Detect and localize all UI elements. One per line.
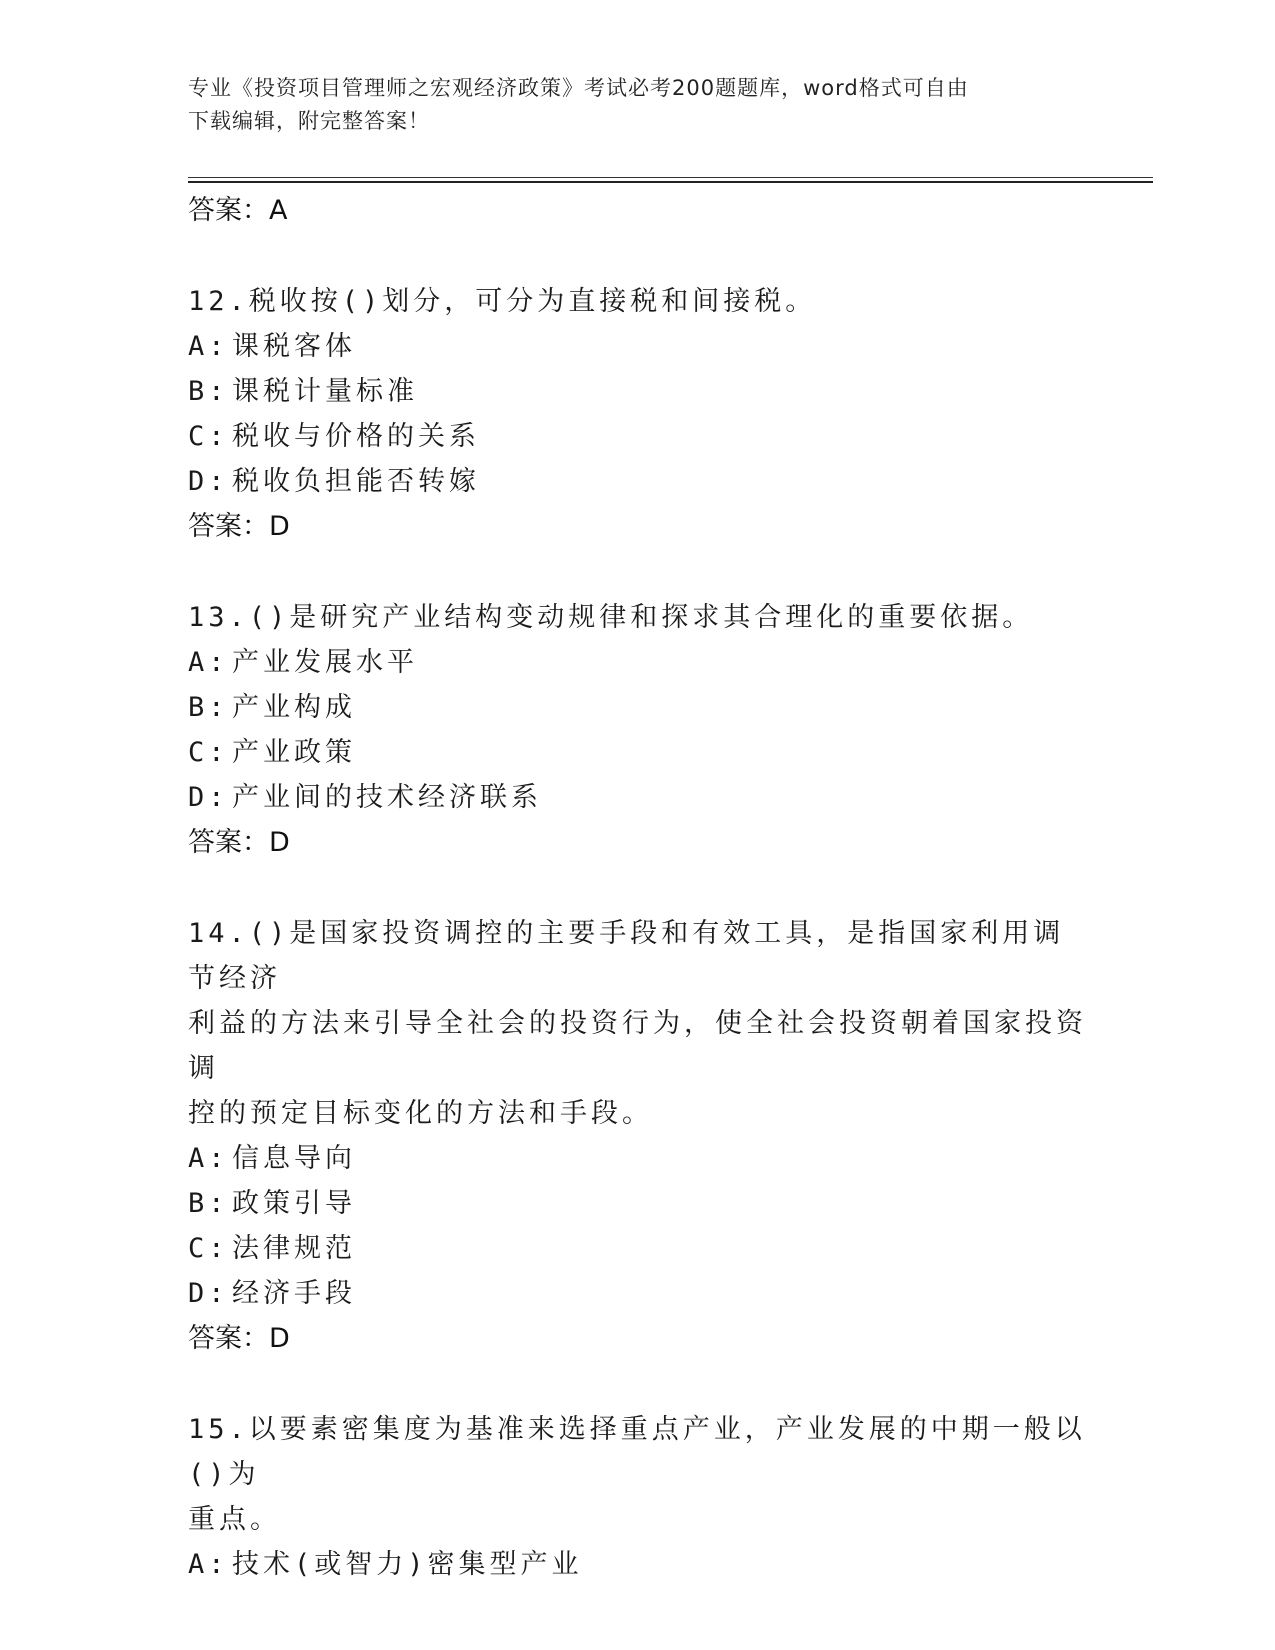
- answer-line: 答案：A: [188, 195, 288, 226]
- question-stem-line: 14.()是国家投资调控的主要手段和有效工具，是指国家利用调节经济: [188, 918, 1065, 994]
- option-key: B:: [188, 376, 229, 407]
- option-d: [188, 459, 1088, 504]
- option-a: [188, 1542, 1088, 1587]
- question-stem-line: 15.以要素密集度为基准来选择重点产业，产业发展的中期一般以()为: [188, 1414, 1086, 1490]
- option-key: A:: [188, 1143, 229, 1174]
- option-key: C:: [188, 1233, 229, 1264]
- option-key: C:: [188, 421, 229, 452]
- option-b: [188, 685, 1088, 730]
- option-text: 产业间的技术经济联系: [232, 782, 542, 813]
- option-key: B:: [188, 692, 229, 723]
- option-key: A:: [188, 1549, 229, 1580]
- option-a: [188, 640, 1088, 685]
- question-stem-line: 利益的方法来引导全社会的投资行为，使全社会投资朝着国家投资调: [188, 1008, 1087, 1084]
- option-text: 经济手段: [232, 1278, 356, 1309]
- question-stem: 12.税收按()划分，可分为直接税和间接税。: [188, 286, 817, 317]
- question-stem-line: 重点。: [188, 1504, 281, 1535]
- header-line-1: 专业《投资项目管理师之宏观经济政策》考试必考200题题库，word格式可自由: [188, 76, 969, 100]
- question-15: [188, 1407, 1088, 1587]
- answer-line: 答案：D: [188, 827, 290, 858]
- option-key: A:: [188, 331, 229, 362]
- option-text: 产业发展水平: [232, 647, 418, 678]
- option-key: B:: [188, 1188, 229, 1219]
- option-d: [188, 775, 1088, 820]
- option-c: [188, 1226, 1088, 1271]
- header-divider-thick: [188, 181, 1153, 183]
- document-header: [188, 72, 1068, 138]
- question-14: [188, 911, 1088, 1362]
- question-stem: 13.()是研究产业结构变动规律和探求其合理化的重要依据。: [188, 602, 1034, 633]
- option-b: [188, 369, 1088, 414]
- header-line-2: 下载编辑，附完整答案！: [188, 109, 430, 133]
- option-text: 税收与价格的关系: [232, 421, 480, 452]
- option-text: 税收负担能否转嫁: [232, 466, 480, 497]
- option-key: D:: [188, 466, 229, 497]
- option-text: 政策引导: [232, 1188, 356, 1219]
- option-b: [188, 1181, 1088, 1226]
- answer-line: 答案：D: [188, 1323, 290, 1354]
- option-c: [188, 414, 1088, 459]
- option-key: D:: [188, 782, 229, 813]
- option-text: 技术(或智力)密集型产业: [232, 1549, 583, 1580]
- question-12: [188, 279, 1088, 550]
- option-key: C:: [188, 737, 229, 768]
- question-stem-line: 控的预定目标变化的方法和手段。: [188, 1098, 653, 1129]
- option-text: 法律规范: [232, 1233, 356, 1264]
- option-key: D:: [188, 1278, 229, 1309]
- option-c: [188, 730, 1088, 775]
- option-text: 产业构成: [232, 692, 356, 723]
- option-text: 信息导向: [232, 1143, 356, 1174]
- header-divider-thin: [188, 177, 1153, 178]
- option-text: 课税客体: [232, 331, 356, 362]
- question-13: [188, 595, 1088, 866]
- option-key: A:: [188, 647, 229, 678]
- option-text: 课税计量标准: [232, 376, 418, 407]
- option-a: [188, 324, 1088, 369]
- option-a: [188, 1136, 1088, 1181]
- option-text: 产业政策: [232, 737, 356, 768]
- answer-line: 答案：D: [188, 511, 290, 542]
- question-list: [188, 188, 1088, 1587]
- option-d: [188, 1271, 1088, 1316]
